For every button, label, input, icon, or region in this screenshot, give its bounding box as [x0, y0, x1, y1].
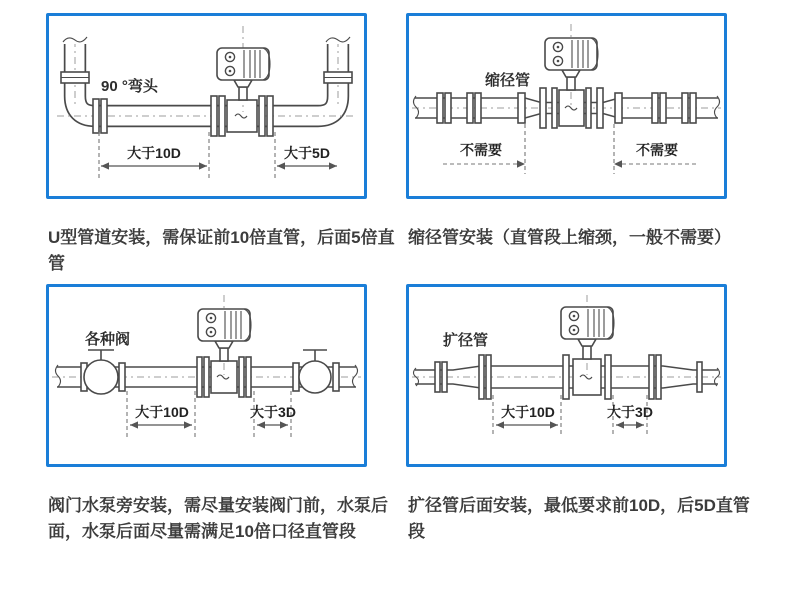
transmitter-icon: [545, 38, 598, 90]
dimension-label-left: 大于10D: [501, 404, 555, 420]
caption-reducer: 缩径管安装（直管段上缩颈，一般不需要）: [408, 228, 731, 247]
dimension-right: [250, 391, 296, 437]
dimension-right: [275, 132, 337, 180]
pipe-break-icon: [414, 96, 419, 118]
pipe-break-icon: [715, 96, 720, 118]
dimension-left: [127, 391, 195, 437]
caption-expander: 扩径管后面安装，最低要求前10D，后5D直管段: [408, 496, 750, 541]
dimension-left: [99, 132, 209, 180]
panel-u-pipe-installation: [46, 13, 367, 199]
dimension-label-right: 大于3D: [250, 404, 296, 420]
diagram-label: 各种阀: [85, 331, 131, 348]
reducer-diagram: [409, 16, 724, 196]
panel-expander-installation: [406, 284, 727, 467]
diagram-label: 90 °弯头: [101, 78, 158, 95]
dimension-label-left: 大于10D: [127, 145, 181, 161]
pipe-break-icon: [56, 365, 61, 387]
dimension-left: [443, 124, 525, 174]
dimension-label-left: 大于10D: [135, 404, 189, 420]
diagram-label: 缩径管: [485, 72, 531, 89]
dimension-right: [614, 124, 698, 174]
left-valve-icon: [81, 350, 125, 394]
caption-u-pipe: U型管道安装，需保证前10倍直管，后面5倍直管: [48, 228, 395, 273]
dimension-label-right: 不需要: [636, 142, 678, 158]
panel-reducer-installation: [406, 13, 727, 199]
pipe-break-icon: [353, 365, 358, 387]
dimension-left: [493, 395, 561, 437]
u-pipe-diagram: [49, 16, 364, 196]
transmitter-icon: [561, 307, 614, 359]
dimension-label-right: 大于5D: [284, 145, 330, 161]
transmitter-icon: [217, 48, 270, 100]
diagram-label: 扩径管: [443, 332, 489, 349]
dimension-right: [607, 395, 653, 437]
expander-diagram: [409, 287, 724, 464]
panel-valve-installation: [46, 284, 367, 467]
dimension-label-right: 大于3D: [607, 404, 653, 420]
dimension-label-left: 不需要: [460, 142, 502, 158]
valve-diagram: [49, 287, 364, 464]
flowmeter-sensor: [211, 96, 273, 136]
caption-valve: 阀门水泵旁安装，需尽量安装阀门前，水泵后面，水泵后面尽量需满足10倍口径直管段: [48, 496, 388, 541]
transmitter-icon: [198, 309, 251, 361]
